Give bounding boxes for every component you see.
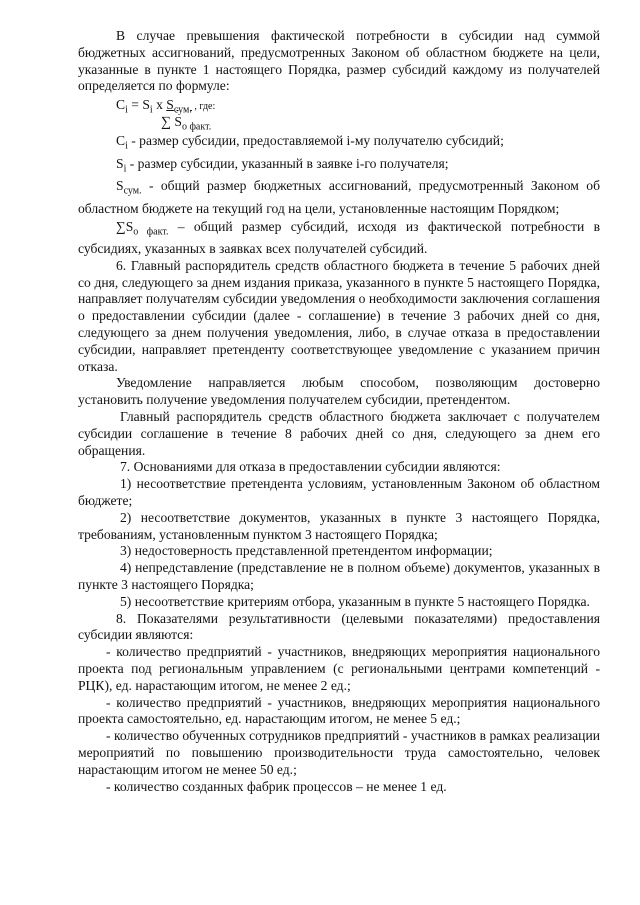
paragraph-7: 7. Основаниями для отказа в предоставлении субсидии являются: <box>120 459 501 475</box>
indicator-item: - количество созданных фабрик процессов – не менее 1 ед. <box>106 778 447 794</box>
indicator-item: - количество обученных сотрудников предприятий - участников в рамках реализации мероприятий по повышению производительности труда самостоятельно, человек нарастающим итогом не менее 50 ед.; <box>78 728 600 777</box>
reason-item: 3) недостоверность представленной претендентом информации; <box>120 543 493 559</box>
reason-item: 1) несоответствие претендента условиям, установленным Законом об областном бюджете; <box>78 476 600 508</box>
indicator-item: - количество предприятий - участников, внедряющих мероприятия национального проекта самостоятельно, ед. нарастающим итогом, не менее 5 ед.; <box>78 694 600 727</box>
paragraph-8: 8. Показателями результативности (целевыми показателями) предоставления субсидии являются: <box>78 610 600 643</box>
subsidy-formula <box>116 95 600 133</box>
reason-item: 2) несоответствие документов, указанных в пункте 3 настоящего Порядка, требованиям, установленным пунктом 3 настоящего Порядка; <box>78 509 600 542</box>
paragraph-notice: Уведомление направляется любым способом, позволяющим достоверно установить получение уведомления получателем субсидии, претендентом. <box>78 375 600 408</box>
formula-eq: = S <box>127 97 150 113</box>
definition-ci: $C_i$ - размер субсидии, предоставляемой i-му получателю субсидий; <box>116 133 504 152</box>
paragraph-6: 6. Главный распорядитель средств областного бюджета в течение 5 рабочих дней со дня, следующего за днем издания приказа, указанного в пункте 5 настоящего Порядка, направляет получателям субсидии уведомления о необходимости заключения соглашения о предоставлении субсидии (далее - соглашение) в течение 3 рабочих дней со дня, следующего за днем получения уведомления, либо, в случае отказа в предоставлении субсидии, направляет претенденту соответствующее уведомление с указанием причин отказа. <box>78 257 600 374</box>
document-page <box>78 28 600 795</box>
reason-item: 4) непредставление (представление не в полном объеме) документов, указанных в пункте 3 настоящего Порядка; <box>78 560 600 592</box>
formula-tail: , где: <box>191 101 216 113</box>
indicator-item: - количество предприятий - участников, внедряющих мероприятия национального проекта под региональным управлением (с региональными центрами компетенций - РЦК), ед. нарастающим итогом, не менее 2 ед.; <box>78 644 600 693</box>
definition-si: $S_i$ - размер субсидии, указанный в заявке i-го получателя; <box>116 155 449 175</box>
formula-numerator: $S_{сум.}$ <box>166 97 192 116</box>
formula-lhs: C <box>116 97 126 113</box>
reason-item: 5) несоответствие критериям отбора, указанным в пункте 5 настоящего Порядка. <box>120 593 590 609</box>
formula-denominator: ∑ $S_{о факт.}$ <box>161 114 212 133</box>
definition-sigma: $\sum S_{о факт.}$ – общий размер субсидий, исходя из фактической потребности в субсидиях, указанных в заявках всех получателей субсидий. <box>78 218 600 257</box>
formula-s-sub: i <box>149 104 153 116</box>
definition-ssum: $S_{сум.}$ - общий размер бюджетных ассигнований, предусмотренный Законом об областном бюджете на текущий год на цели, установленные настоящим Порядком; <box>78 178 600 216</box>
paragraph-excess-demand: В случае превышения фактической потребности в субсидии над суммой бюджетных ассигнований, предусмотренных Законом об областном бюджете на цели, указанные в пункте 1 настоящего Порядка, размер субсидий каждому из получателей определяется по формуле: <box>78 28 600 94</box>
paragraph-contract: Главный распорядитель средств областного бюджета заключает с получателем субсидии соглашение в течение 8 рабочих дней со дня, следующего за днем его обращения. <box>78 409 600 458</box>
formula-times: x <box>152 97 167 113</box>
formula-lhs-sub: i <box>125 104 128 116</box>
